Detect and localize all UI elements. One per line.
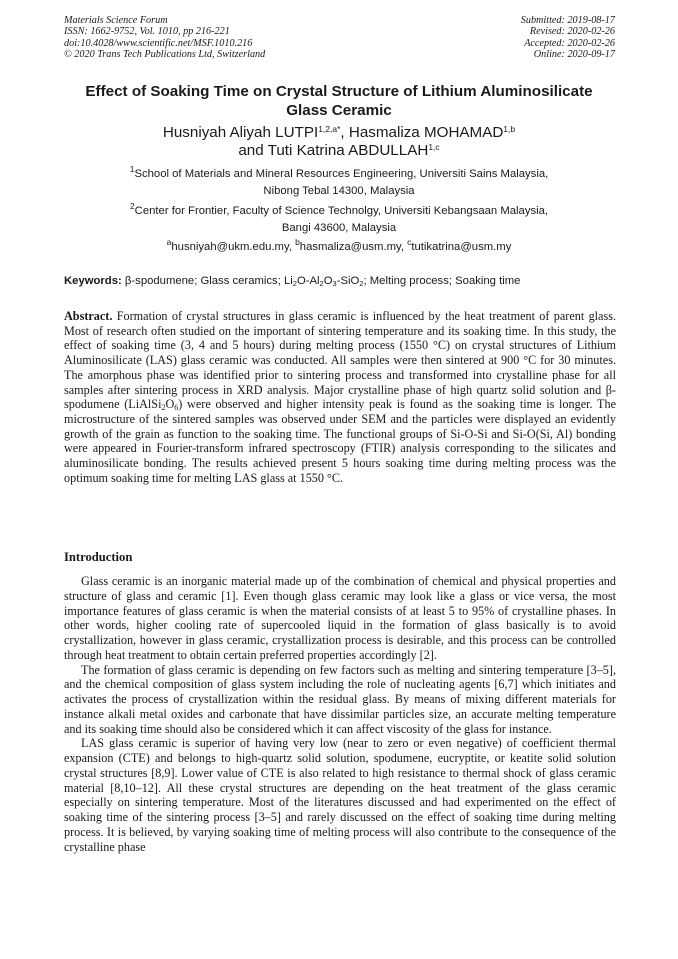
- keywords-label: Keywords:: [64, 275, 122, 287]
- section-heading-introduction: Introduction: [64, 550, 133, 564]
- authors-line-2: [60, 142, 618, 160]
- author-conjunction: and: [238, 142, 268, 159]
- journal-issn: ISSN: 1662-9752, Vol. 1010, pp 216-221: [64, 26, 230, 38]
- affiliation-1: [60, 166, 618, 199]
- intro-paragraph: LAS glass ceramic is superior of having very low (near to zero or even negative) of coefficient thermal expansion (CTE) and belongs to high-quartz solid solution, spodumene, eucryptite, or keatite solid solution crystal structures [8,9]. Lower value of CTE is also related to high resistance to thermal shock of glass ceramic material [8,10–12]. All these crystal structures are depending on the heat treatment of the glass ceramic especially on sintering temperature. Most of the literatures discussed and had experimented on the effect of soaking time of the sintering process [3–5] and rarely discussed on the effect of soaking time during melting process. It is believed, by varying soaking time of melting process will also contribute to the consequence of the crystalline phase: [64, 736, 616, 854]
- affiliation-1-number: 1: [129, 164, 135, 174]
- title-line-2: Glass Ceramic: [286, 102, 392, 119]
- author-emails: $^a$husniyah@ukm.edu.my, $^b$hasmaliza@usm.my, $^c$tutikatrina@usm.my: [166, 237, 512, 253]
- author-2-affil: 1,b: [503, 124, 516, 134]
- abstract: Abstract. Formation of crystal structures in glass ceramic is influenced by the heat treatment of parent glass. Most of research often studied on the important of sintering temperature and its soaking time. In this study, the effect of soaking time (3, 4 and 5 hours) during melting process (1550 °C) on crystal structures of Lithium Aluminosilicate (LAS) glass ceramic was conducted. All samples were then sintered at 900 °C for 30 minutes. The amorphous phase was identified prior to sintering process and transformed into crystalline phase for all samples after sintering process in XRD analysis. Major crystalline phase of high quartz solid solution and β-spodumene $(LiAlSi_2O_6)$ were observed and higher intensity peak is found as the soaking time is longer. The microstructure of the sintered samples was observed under SEM and the particles were displayed an evidently growth of the grain as function to the soaking time. The functional groups of Si-O-Si and Si-O(Si, Al) bonding were appeared in Fourier-transform infrared spectroscopy (FTIR) analysis corresponding to the silicates and aluminosilicate bonding. The results achieved present 5 hours soaking time during melting process was the optimum soaking time for melting LAS glass at 1550 °C.: [64, 309, 616, 485]
- affiliation-2-line-2: Bangi 43600, Malaysia: [281, 221, 397, 234]
- journal-name: Materials Science Forum: [64, 15, 168, 26]
- author-3-affil: 1,c: [428, 142, 440, 152]
- email-b[interactable]: hasmaliza@usm.my: [299, 241, 401, 253]
- affiliation-1-line-1: School of Materials and Mineral Resources Engineering, Universiti Sains Malaysia,: [134, 168, 549, 180]
- journal-copyright: © 2020 Trans Tech Publications Ltd, Switzerland: [64, 49, 266, 61]
- intro-paragraph: Glass ceramic is an inorganic material made up of the combination of chemical and physical properties and structure of glass and ceramic [1]. Even though glass ceramic may look like a glass or vice versa, the most importance features of glass ceramic is when the material consists of at least 5 to 95% of crystalline phases. In other words, higher cooling rate of supercooled liquid in the formation of glass basically is to avoid crystallization, however in glass ceramic, crystallization process is desirable, and this process can be controlled through heat treatment to obtain certain preferred properties accordingly [2].: [64, 574, 616, 662]
- affiliation-1-line-2: Nibong Tebal 14300, Malaysia: [263, 184, 415, 197]
- affiliation-2-line-1: Center for Frontier, Faculty of Science Technolgy, Universiti Kebangsaan Malaysia,: [134, 205, 549, 217]
- author-2-name: Hasmaliza MOHAMAD: [348, 124, 504, 141]
- keywords: Keywords: β-spodumene; Glass ceramics; $Li_2O-Al_2O_3-SiO_2$; Melting process; Soaking time: [64, 275, 521, 288]
- paper-title: [60, 82, 618, 120]
- abstract-label: Abstract.: [64, 309, 113, 323]
- submission-dates: [521, 15, 615, 61]
- affiliation-2-number: 2: [129, 201, 135, 211]
- introduction-body: [64, 574, 616, 854]
- author-1-affil: 1,2,a*: [318, 124, 341, 134]
- journal-info: [64, 15, 265, 61]
- submitted-date: Submitted: 2019-08-17: [520, 15, 615, 26]
- email-c[interactable]: tutikatrina@usm.my: [411, 241, 512, 253]
- author-separator: ,: [340, 124, 349, 141]
- accepted-date: Accepted: 2020-02-26: [524, 37, 615, 49]
- affiliation-2: [60, 203, 618, 236]
- journal-doi: doi:10.4028/www.scientific.net/MSF.1010.216: [64, 37, 253, 49]
- author-1-name: Husniyah Aliyah LUTPI: [162, 124, 319, 141]
- author-list: [60, 124, 618, 160]
- intro-paragraph: The formation of glass ceramic is depending on few factors such as melting and sintering temperature [3–5], and the chemical composition of glass system including the role of nucleating agents [6,7] which initiates and activates the process of crystallization within the residual glass. By means of mixing different materials for instance alkali metal oxides and carbonate that have dissimilar particles size, an accurate melting temperature and its soaking time should also be considered which it can affect viscosity of the glass for instance.: [64, 662, 616, 736]
- revised-date: Revised: 2020-02-26: [529, 26, 615, 38]
- online-date: Online: 2020-09-17: [533, 49, 615, 61]
- authors-line-1: [60, 124, 618, 142]
- author-3-name: Tuti Katrina ABDULLAH: [267, 142, 429, 159]
- email-a[interactable]: husniyah@ukm.edu.my: [171, 241, 289, 253]
- title-line-1: Effect of Soaking Time on Crystal Structure of Lithium Aluminosilicate: [85, 83, 593, 100]
